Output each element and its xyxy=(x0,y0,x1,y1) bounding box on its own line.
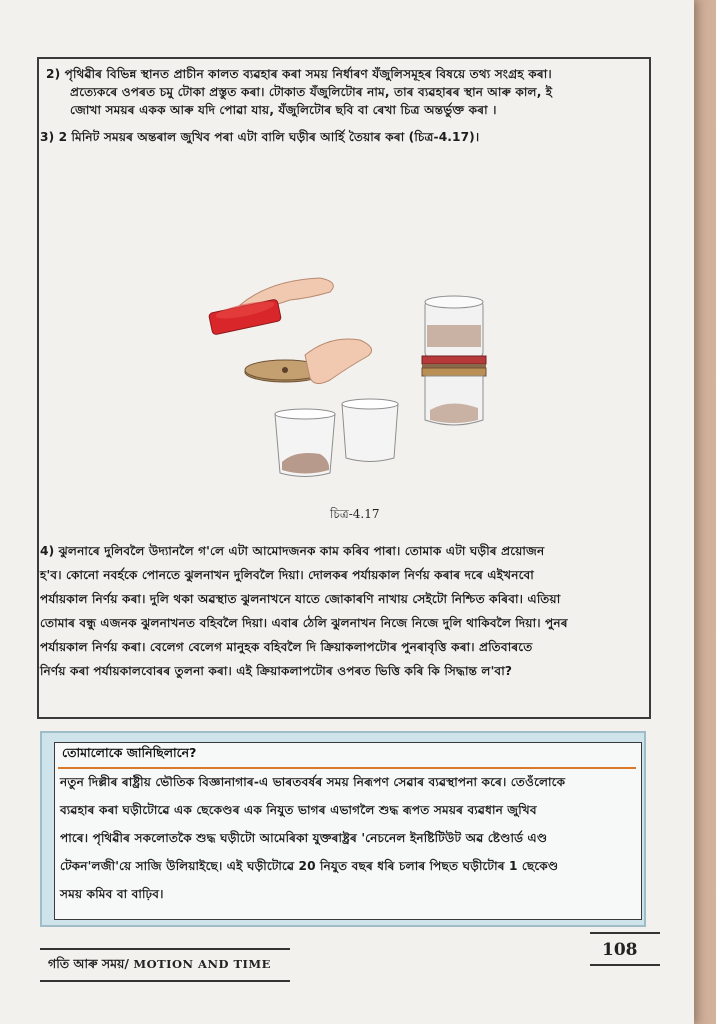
sand-clock-figure xyxy=(200,270,500,490)
assembled-sand-clock xyxy=(422,296,486,425)
info-line-5: সময় কমিব বা বাঢ়িব। xyxy=(60,887,164,901)
activity-2-line-2: প্ৰত্যেকৰে ওপৰত চমু টোকা প্ৰস্তুত কৰা। টোকাত যঁজুলিটোৰ নাম, তাৰ ব্যৱহাৰৰ স্থান আৰু কাল, ই xyxy=(70,85,553,99)
empty-jar xyxy=(342,399,398,462)
hand-with-disc-illustration xyxy=(245,339,372,384)
info-line-3: পাৰে। পৃথিৱীৰ সকলোতকৈ শুদ্ধ ঘড়ীটো আমেৰিকা যুক্তৰাষ্ট্ৰৰ 'নেচনেল ইনষ্টিটিউট অৱ ষ্টেণ্ডাৰ্ড এণ্ড xyxy=(60,831,548,845)
activity-4-line-5: পৰ্যায়কাল নিৰ্ণয় কৰা। বেলেগ বেলেগ মানুহক বহিবলৈ দি ক্ৰিয়াকলাপটোৰ পুনৰাবৃত্তি কৰা। প্ৰতিবাৰতে xyxy=(40,640,533,654)
info-line-1: নতুন দিল্লীৰ ৰাষ্ট্ৰীয় ভৌতিক বিজ্ঞানাগাৰ-এ ভাৰতবৰ্ষৰ সময় নিৰূপণ সেৱাৰ ব্যৱস্থাপনা কৰে। তেওঁলোকে xyxy=(60,775,566,789)
activity-4-line-6: নিৰ্ণয় কৰা পৰ্যায়কালবোৰৰ তুলনা কৰা। এই ক্ৰিয়াকলাপটোৰ ওপৰত ভিত্তি কৰি কি সিদ্ধান্ত ল'বা? xyxy=(40,664,513,678)
page-number-rule-bottom xyxy=(590,964,660,966)
hand-with-lid-illustration xyxy=(208,278,333,335)
activity-4-line-1: 4) ঝুলনাৰে দুলিবলৈ উদ্যানলৈ গ'লে এটা আমোদজনক কাম কৰিব পাৰা। তোমাক এটা ঘড়ীৰ প্ৰয়োজন xyxy=(40,544,545,558)
activity-4-line-4: তোমাৰ বন্ধু এজনক ঝুলনাখনত বহিবলৈ দিয়া। এবাৰ ঠেলি ঝুলনাখন নিজে নিজে দুলি থাকিবলৈ দিয়া। পুনৰ xyxy=(40,616,568,630)
activity-4-line-2: হ'ব। কোনো নবৰ্হকে পোনতে ঝুলনাখন দুলিবলৈ দিয়া। দোলকৰ পৰ্যায়কাল নিৰ্ণয় কৰাৰ দৰে এইখনবো xyxy=(40,568,534,582)
info-line-2: ব্যৱহাৰ কৰা ঘড়ীটোৱে এক ছেকেণ্ডৰ এক নিযুত ভাগৰ এভাগলৈ শুদ্ধ ৰূপত সময়ৰ ব্যৱধান জুখিব xyxy=(60,803,537,817)
jar-with-sand xyxy=(275,409,335,477)
activity-3: 3) 2 মিনিট সময়ৰ অন্তৰাল জুখিব পৰা এটা বালি ঘড়ীৰ আৰ্হি তৈয়াৰ কৰা (চিত্ৰ-4.17)। xyxy=(40,130,480,144)
info-box-heading: তোমালোকে জানিছিলানে? xyxy=(62,745,197,760)
activity-2-line-1: 2) পৃথিৱীৰ বিভিন্ন স্থানত প্ৰাচীন কালত ব্যৱহাৰ কৰা সময় নিৰ্ধাৰণ যঁজুলিসমূহৰ বিষয়ে তথ্য সংগ্ৰহ কৰা। xyxy=(46,67,552,81)
info-box-divider xyxy=(58,767,636,769)
footer-rule-bottom xyxy=(40,980,290,982)
info-line-4: টেকন'লজী'য়ে সাজি উলিয়াইছে। এই ঘড়ীটোৱে 20 নিযুত বছৰ ধৰি চলাৰ পিছত ঘড়ীটোৰ 1 ছেকেণ্ড xyxy=(60,859,559,873)
page-number-rule-top xyxy=(590,932,660,934)
chapter-title-bn: গতি আৰু সময়/ xyxy=(48,956,129,971)
footer-rule-top xyxy=(40,948,290,950)
activity-2-line-3: জোখা সময়ৰ একক আৰু যদি পোৱা যায়, যঁজুলিটোৰ ছবি বা ৰেখা চিত্ৰ অন্তৰ্ভুক্ত কৰা । xyxy=(70,103,497,117)
chapter-title xyxy=(48,956,271,976)
activity-4-line-3: পৰ্যায়কাল নিৰ্ণয় কৰা। দুলি থকা অৱস্থাত ঝুলনাখনে যাতে জোকাৰণি নাখায় সেইটো নিশ্চিত কৰিবা। এতিয়া xyxy=(40,592,561,606)
figure-caption: চিত্ৰ-4.17 xyxy=(330,507,380,521)
page-number: 108 xyxy=(602,940,638,960)
chapter-title-en: MOTION AND TIME xyxy=(133,957,271,971)
